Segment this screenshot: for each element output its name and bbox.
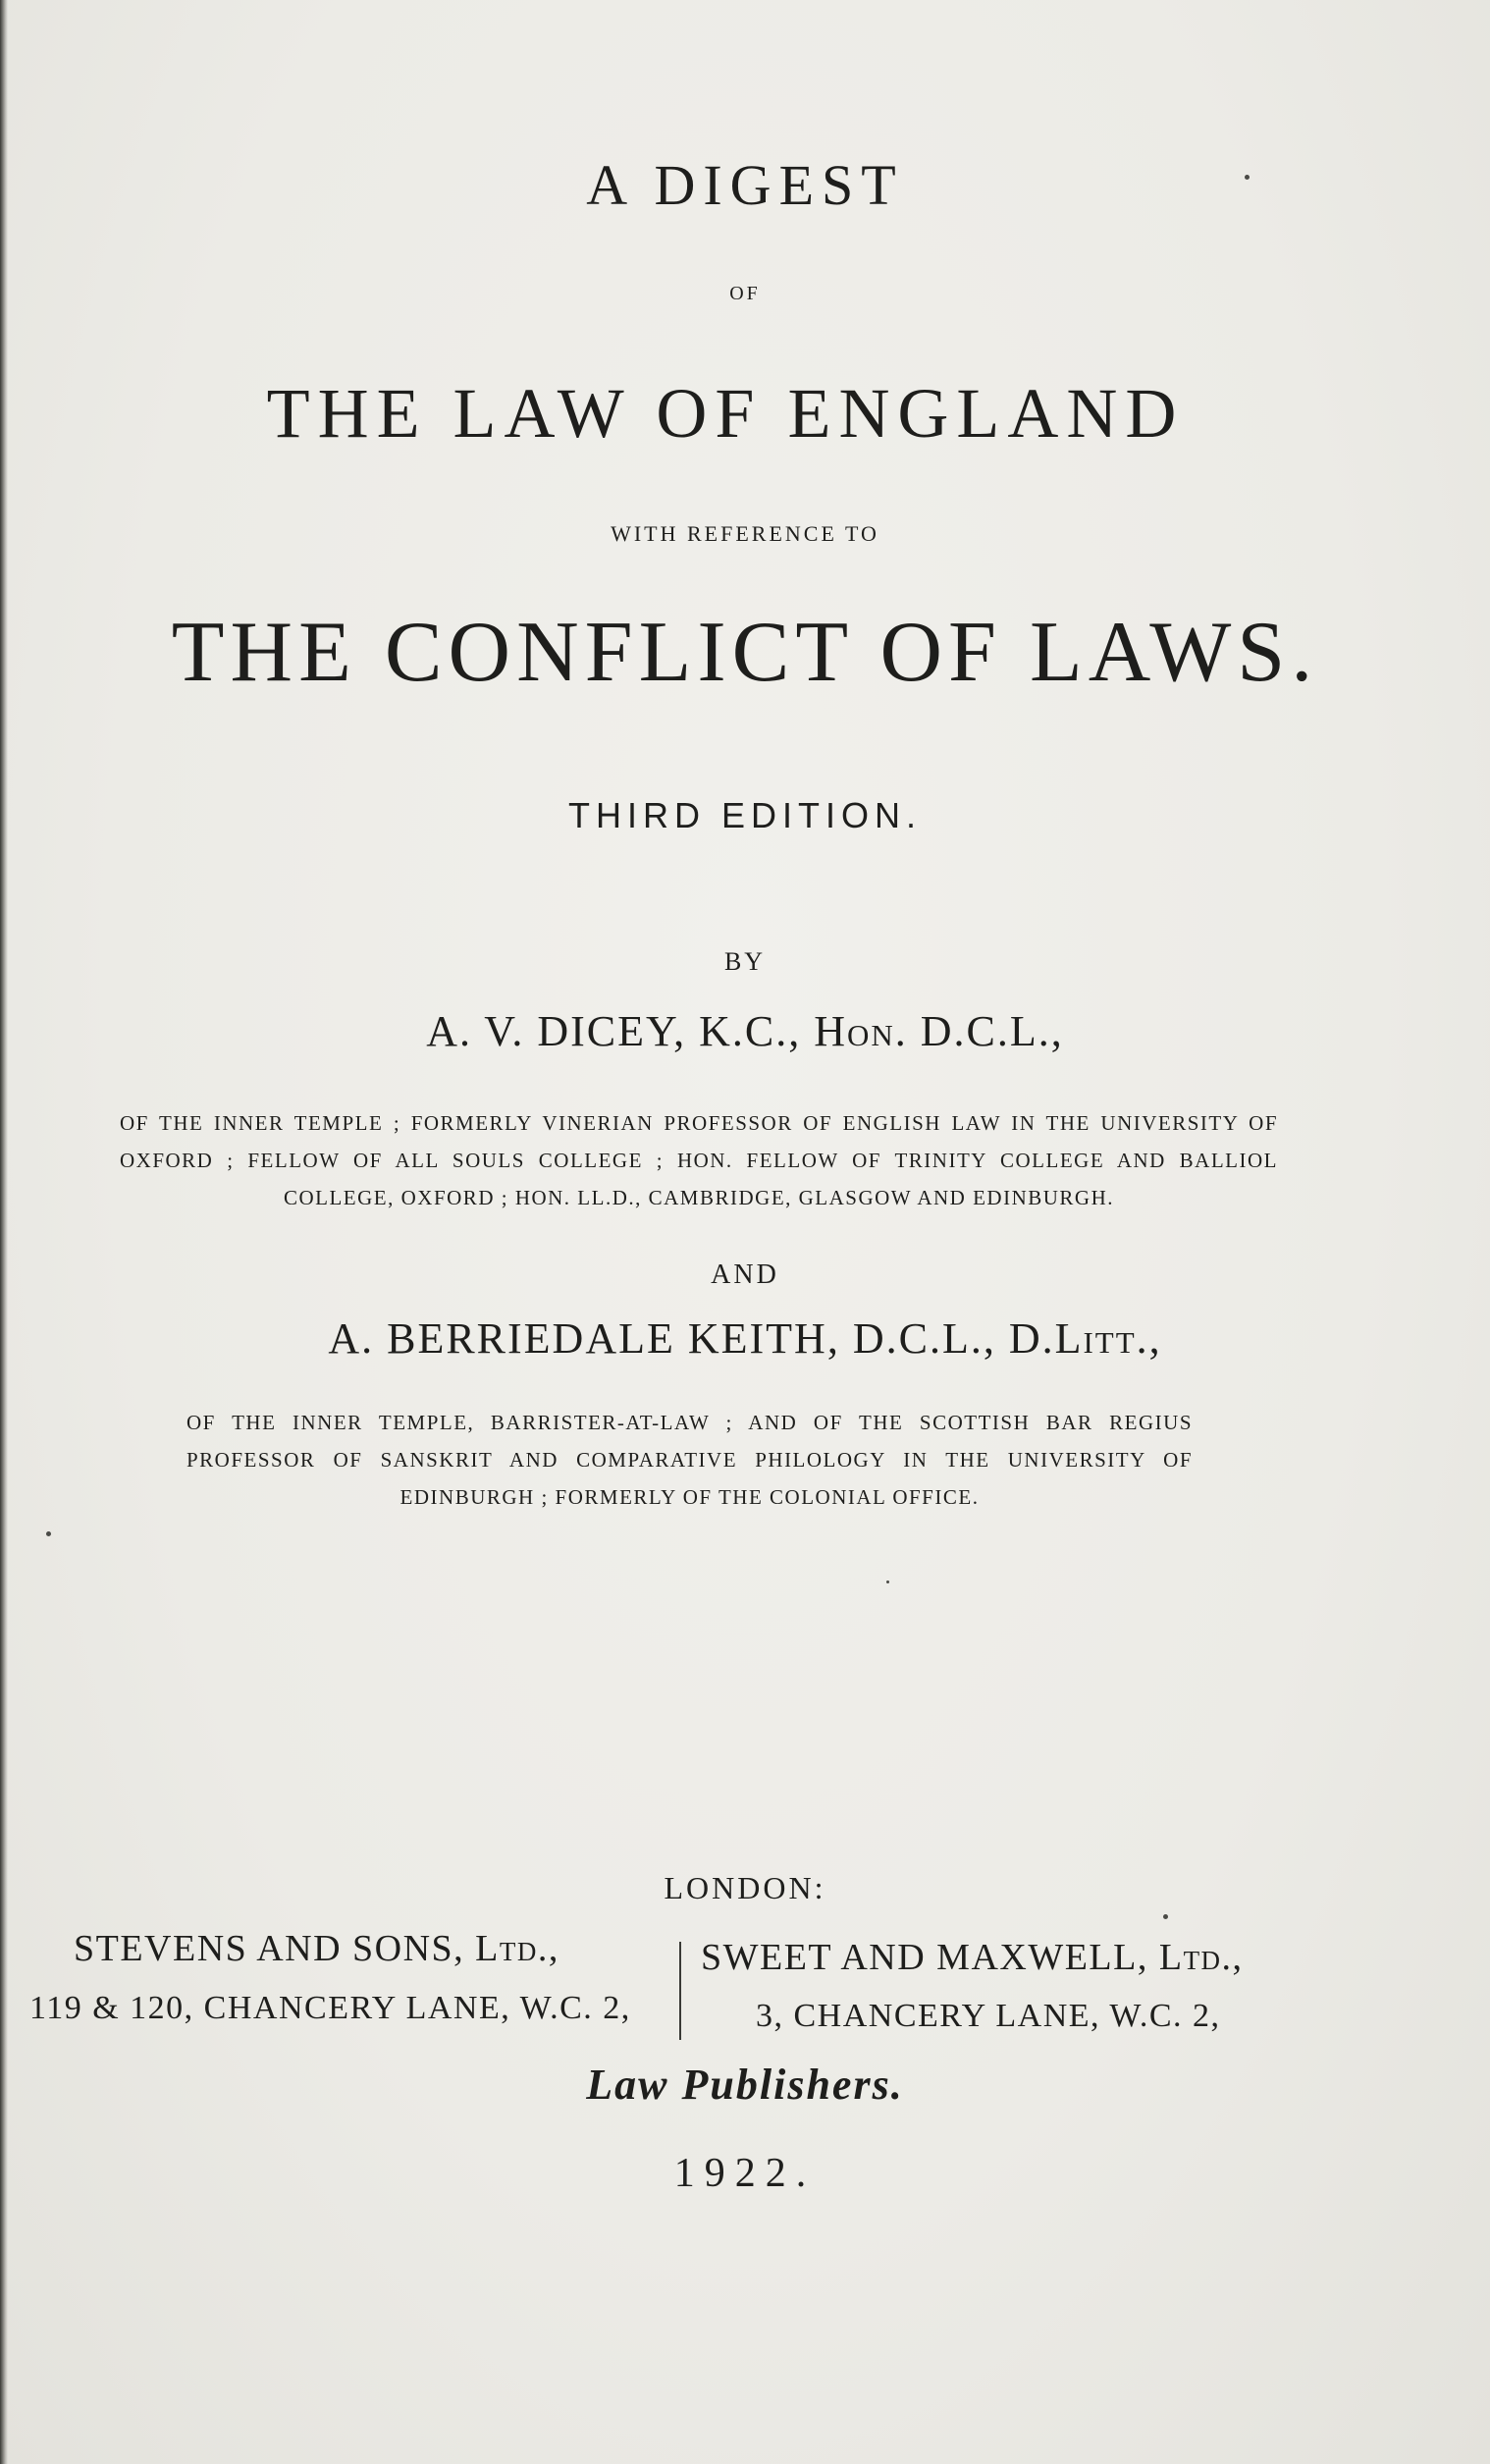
title-connector-of: OF [729,283,761,304]
and-label: AND [711,1259,779,1290]
title-line-digest: A DIGEST [586,153,904,217]
paper-speck [1245,175,1250,180]
publication-year: 1922. [673,2151,817,2196]
imprint-city: LONDON: [664,1870,826,1905]
publisher-sweet-maxwell-address: 3, CHANCERY LANE, W.C. 2, [756,1998,1221,2034]
law-publishers-tagline: Law Publishers. [586,2061,904,2109]
imprint-divider [679,1942,681,2040]
publisher-stevens-address: 119 & 120, CHANCERY LANE, W.C. 2, [29,1990,631,2026]
publisher-stevens-name: STEVENS AND SONS, Ltd., [74,1928,559,1969]
title-connector-with-reference: WITH REFERENCE TO [611,521,879,546]
publisher-sweet-maxwell-name: SWEET AND MAXWELL, Ltd., [701,1937,1244,1978]
title-line-conflict-of-laws: THE CONFLICT OF LAWS. [171,605,1319,700]
edition-label: THIRD EDITION. [568,795,922,835]
title-line-law-of-england: THE LAW OF ENGLAND [266,374,1185,453]
paper-speck [46,1531,51,1536]
paper-speck [1163,1914,1168,1919]
author-dicey-credentials: OF THE INNER TEMPLE ; FORMERLY VINERIAN PROFESSOR OF ENGLISH LAW IN THE UNIVERSITY OF OXFORD ; FELLOW OF ALL SOULS COLLEGE ; HON. FELLOW OF TRINITY COLLEGE AND BALLIOL COLLEGE, OXFORD ; HON. LL.D., CAMBRIDGE, GLASGOW AND EDINBURGH. [120,1111,1278,1209]
author-dicey-name: A. V. DICEY, K.C., Hon. D.C.L., [426,1007,1064,1055]
by-label: BY [723,947,767,976]
author-keith-name: A. BERRIEDALE KEITH, D.C.L., D.Litt., [328,1314,1162,1363]
paper-speck [886,1580,889,1583]
author-keith-credentials: OF THE INNER TEMPLE, BARRISTER-AT-LAW ; AND OF THE SCOTTISH BAR REGIUS PROFESSOR OF SANSKRIT AND COMPARATIVE PHILOLOGY IN THE UNIVERSITY OF EDINBURGH ; FORMERLY OF THE COLONIAL OFFICE. [186,1411,1193,1509]
